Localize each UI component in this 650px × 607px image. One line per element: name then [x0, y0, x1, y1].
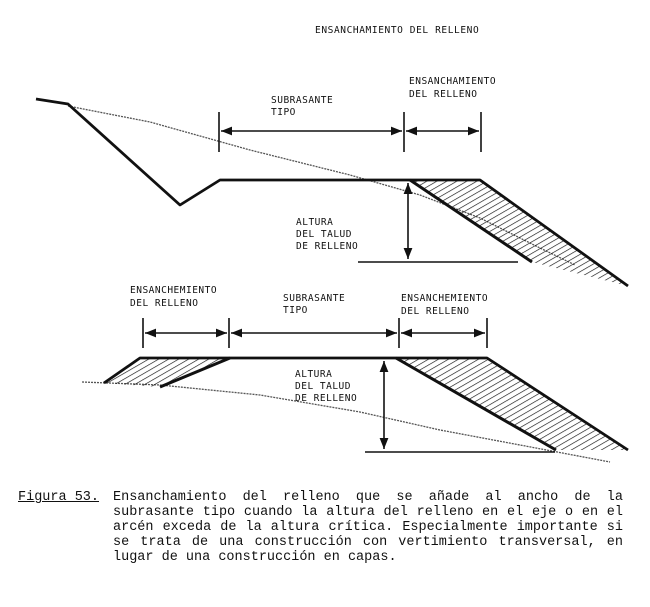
top-ensanchamiento-label: ENSANCHAMIENTO DEL RELLENO: [409, 76, 497, 100]
top-widening-hatch: [410, 180, 628, 286]
caption-text: Ensanchamiento del relleno que se añade al ancho de la subrasante tipo cuando la altura del relleno en el eje o en el arcén exceda de la altura crítica. Especialmente importante si se trata de una construcción con vertimiento transversal, en lugar de una construcción en capas.: [113, 490, 623, 565]
bottom-subrasante-label: SUBRASANTE TIPO: [283, 293, 346, 316]
top-diagram: [36, 76, 628, 286]
top-altura-label: ALTURA DEL TALUD DE RELLENO: [296, 217, 359, 252]
bottom-diagram: [82, 285, 628, 462]
bottom-altura-label: ALTURA DEL TALUD DE RELLENO: [295, 369, 358, 404]
figure-number: Figura 53.: [18, 490, 100, 505]
bottom-left-ensanchamiento-label: ENSANCHEMIENTO DEL RELLENO: [130, 285, 218, 309]
bottom-right-ensanchamiento-label: ENSANCHEMIENTO DEL RELLENO: [401, 293, 489, 317]
bottom-right-widening-hatch: [396, 358, 628, 450]
figure-title: ENSANCHAMIENTO DEL RELLENO: [315, 25, 480, 36]
top-subrasante-label: SUBRASANTE TIPO: [271, 95, 334, 118]
